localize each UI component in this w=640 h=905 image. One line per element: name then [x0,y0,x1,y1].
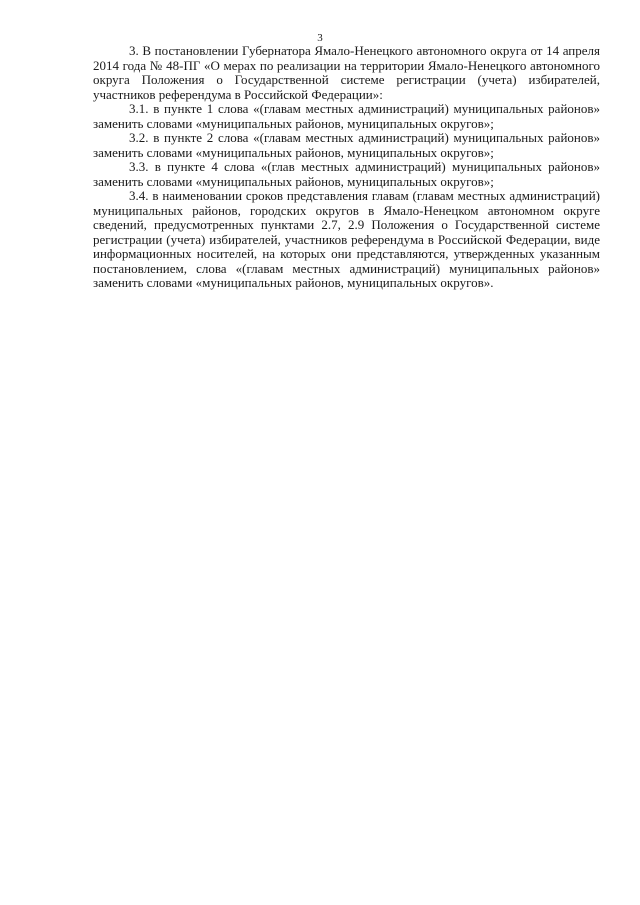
paragraph-3: 3. В постановлении Губернатора Ямало-Ненецкого автономного округа от 14 апреля 2014 года № 48-ПГ «О мерах по реализации на территории Ямало-Ненецкого автономного округа Положения о Государственной системе регистрации (учета) избирателей, участников референдума в Российской Федерации»: [93,43,600,102]
paragraph-3-2: 3.2. в пункте 2 слова «(главам местных администраций) муниципальных районов» заменить словами «муниципальных районов, муниципальных округов»; [93,130,600,160]
paragraph-3-3: 3.3. в пункте 4 слова «(глав местных администраций) муниципальных районов» заменить словами «муниципальных районов, муниципальных округов»; [93,159,600,189]
page-number: 3 [317,32,323,44]
paragraph-3-1: 3.1. в пункте 1 слова «(главам местных администраций) муниципальных районов» заменить словами «муниципальных районов, муниципальных округов»; [93,101,600,131]
document-body [93,44,600,291]
paragraph-3-4: 3.4. в наименовании сроков представления главам (главам местных администраций) муниципальных районов, городских округов в Ямало-Ненецком автономном округе сведений, предусмотренных пунктами 2.7, 2.9 Положения о Государственной системе регистрации (учета) избирателей, участников референдума в Российской Федерации, виде информационных носителей, на которых они представляются, утвержденных указанным постановлением, слова «(главам местных администраций) муниципальных районов» заменить словами «муниципальных районов, муниципальных округов». [93,188,600,290]
